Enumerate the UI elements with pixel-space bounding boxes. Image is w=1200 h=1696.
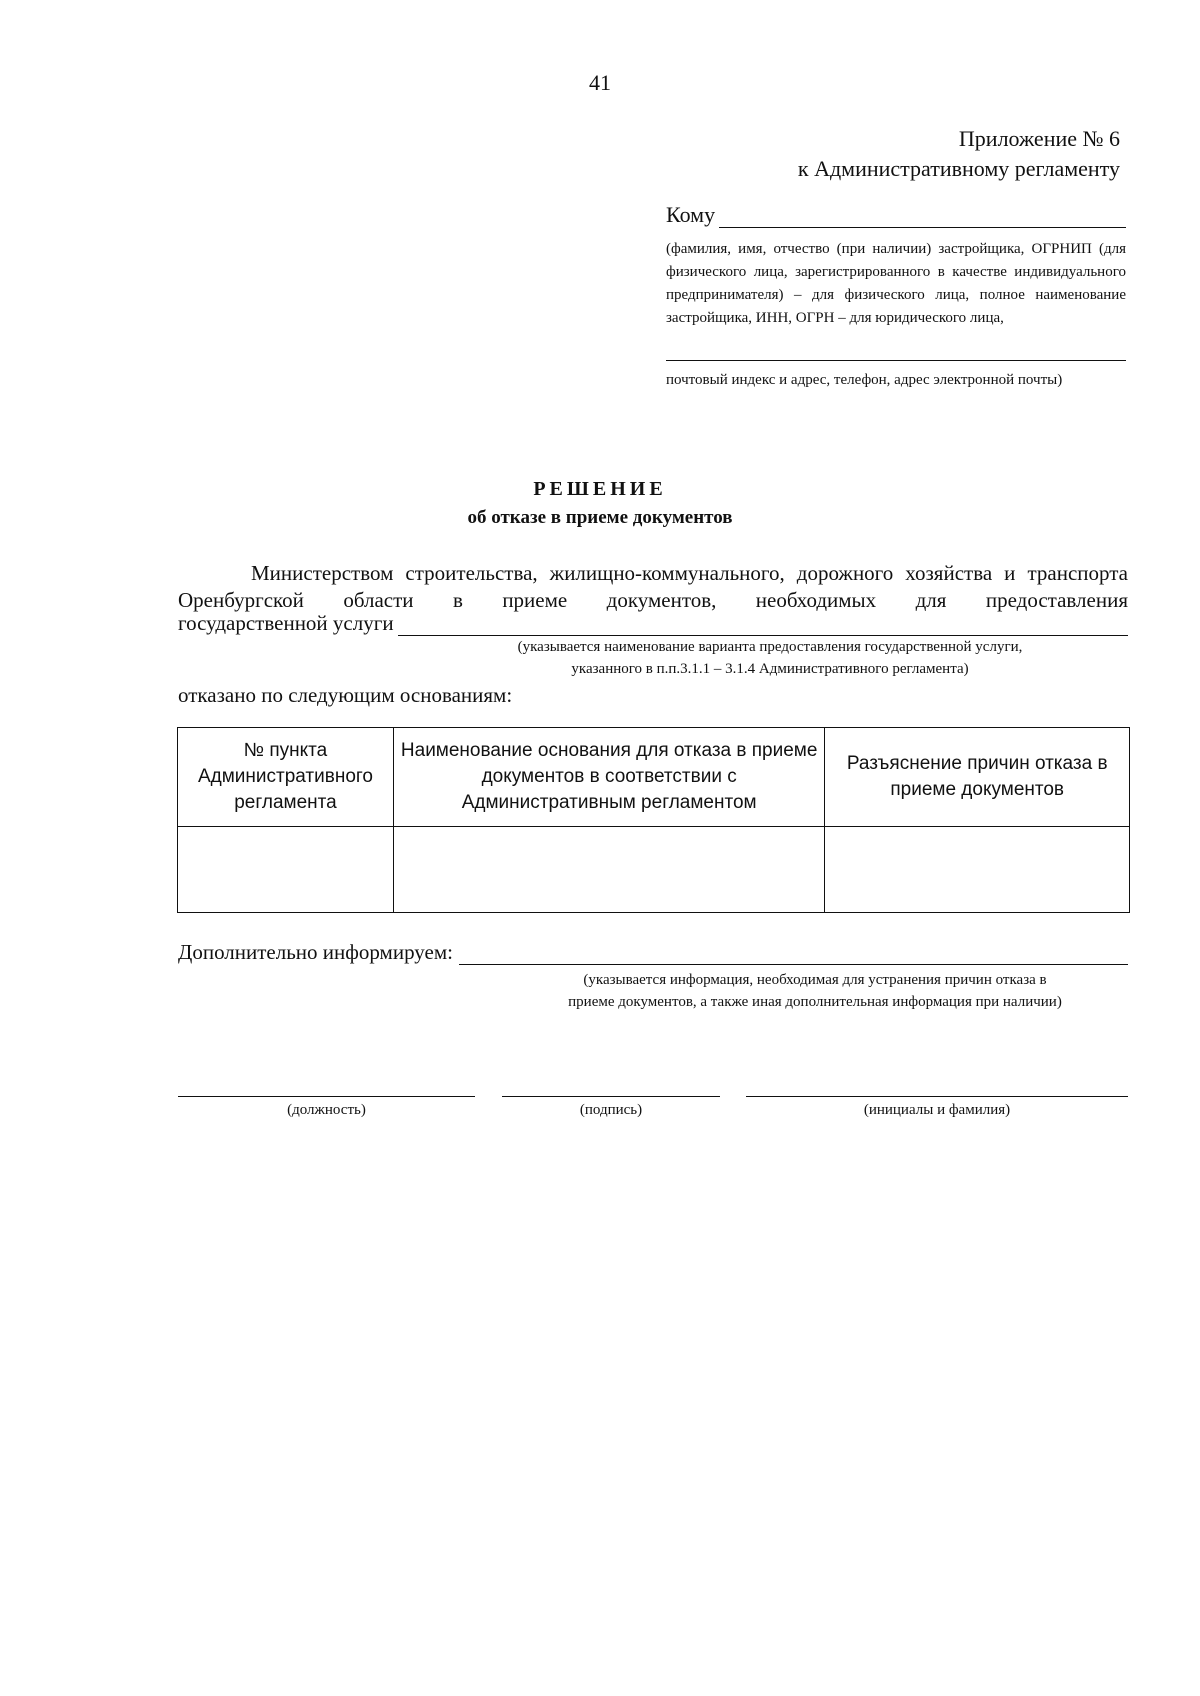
position-field[interactable] — [178, 1096, 475, 1097]
cell-refusal-explanation[interactable] — [825, 827, 1130, 913]
position-label: (должность) — [287, 1102, 366, 1118]
additional-info-label: Дополнительно информируем: — [178, 940, 453, 964]
appendix-header — [798, 124, 1120, 184]
service-hint-line1: (указывается наименование варианта предоставления государственной услуги, — [517, 639, 1023, 655]
header-refusal-ground: Наименование основания для отказа в приеме документов в соответствии с Административным регламентом — [393, 728, 824, 827]
table-row — [178, 827, 1130, 913]
cell-refusal-ground[interactable] — [393, 827, 824, 913]
cell-clause-number[interactable] — [178, 827, 394, 913]
recipient-address-field[interactable] — [666, 360, 1126, 361]
service-hint-line2: указанного в п.п.3.1.1 – 3.1.4 Административного регламента) — [571, 661, 969, 677]
decision-paragraph: Министерством строительства, жилищно-коммунального, дорожного хозяйства и транспорта Оренбургской области в приеме документов, необходимых для предоставления — [178, 561, 1128, 612]
recipient-line — [666, 202, 1126, 228]
recipient-block — [666, 202, 1126, 392]
recipient-label: Кому — [666, 202, 716, 227]
grounds-table — [177, 727, 1130, 913]
refused-label: отказано по следующим основаниям: — [178, 683, 513, 707]
full-name-field[interactable] — [746, 1096, 1128, 1097]
service-hint — [440, 636, 1100, 680]
header-refusal-explanation: Разъяснение причин отказа в приеме документов — [825, 728, 1130, 827]
signature-field[interactable] — [502, 1096, 720, 1097]
full-name-label: (инициалы и фамилия) — [863, 1102, 1011, 1118]
header-clause-number: № пункта Административного регламента — [178, 728, 394, 827]
service-name-field[interactable] — [398, 615, 1128, 636]
service-line — [178, 611, 1128, 636]
additional-hint-line1: (указывается информация, необходимая для устранения причин отказа в — [583, 972, 1047, 988]
signature-label: (подпись) — [579, 1102, 643, 1118]
table-header-row — [178, 728, 1130, 827]
appendix-number: Приложение № 6 — [958, 126, 1120, 151]
additional-hint-line2: приеме документов, а также иная дополнительная информация при наличии) — [568, 994, 1062, 1010]
recipient-hint: (фамилия, имя, отчество (при наличии) застройщика, ОГРНИП (для физического лица, зарегистрированного в качестве индивидуального предпринимателя) – для физического лица, полное наименование застройщика, ИНН, ОГРН – для юридического лица, — [666, 241, 1126, 326]
recipient-address-hint: почтовый индекс и адрес, телефон, адрес электронной почты) — [666, 372, 1063, 388]
appendix-reference: к Административному регламенту — [797, 156, 1120, 181]
additional-info-field[interactable] — [459, 944, 1128, 965]
page-number: 41 — [589, 70, 611, 95]
recipient-field[interactable] — [719, 207, 1126, 228]
document-subtitle: об отказе в приеме документов — [467, 507, 733, 528]
document-title: РЕШЕНИЕ — [533, 478, 667, 500]
additional-info-hint — [500, 969, 1130, 1013]
service-label: государственной услуги — [178, 611, 394, 635]
additional-info-line — [178, 940, 1128, 965]
